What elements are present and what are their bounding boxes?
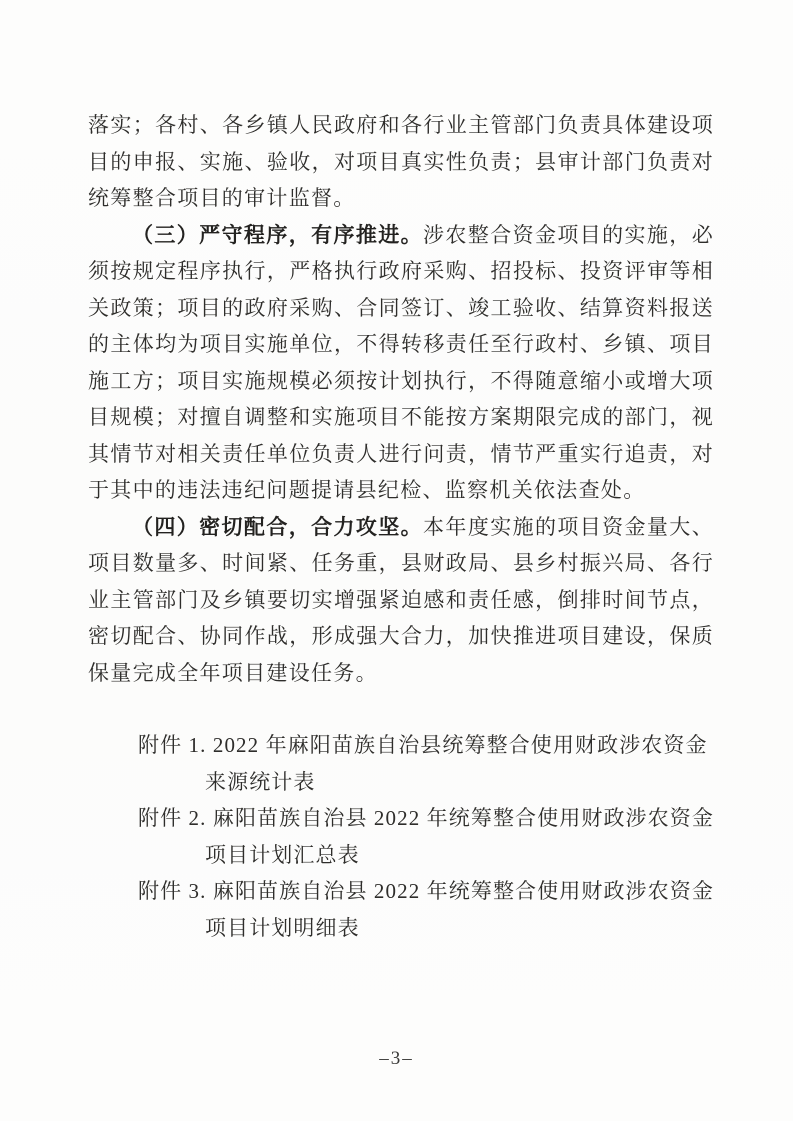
paragraph-continuation: 落实；各村、各乡镇人民政府和各行业主管部门负责具体建设项目的申报、实施、验收，对项目真实性负责；县审计部门负责对统筹整合项目的审计监督。 (88, 113, 714, 210)
section-4-heading: （四）密切配合，合力攻坚。 (132, 514, 424, 539)
section-4-body: 本年度实施的项目资金量大、项目数量多、时间紧、任务重，县财政局、县乡村振兴局、各行业主管部门及乡镇要切实增强紧迫感和责任感，倒排时间节点，密切配合、协同作战，形成强大合力，加快推进项目建设，保质保量完成全年项目建设任务。 (88, 514, 714, 685)
section-3-body: 涉农整合资金项目的实施，必须按规定程序执行，严格执行政府采购、招投标、投资评审等相关政策；项目的政府采购、合同签订、竣工验收、结算资料报送的主体均为项目实施单位，不得转移责任至行政村、乡镇、项目施工方；项目实施规模必须按计划执行，不得随意缩小或增大项目规模；对擅自调整和实施项目不能按方案期限完成的部门，视其情节对相关责任单位负责人进行问责，情节严重实行追责，对于其中的违法违纪问题提请县纪检、监察机关依法查处。 (88, 222, 714, 502)
document-body (88, 107, 714, 946)
paragraph-section-4 (88, 509, 714, 692)
attachment-item-3: 附件 3. 麻阳苗族自治县 2022 年统筹整合使用财政涉农资金项目计划明细表 (138, 879, 714, 940)
section-3-heading: （三）严守程序，有序推进。 (132, 222, 424, 247)
attachment-item-1: 附件 1. 2022 年麻阳苗族自治县统筹整合使用财政涉农资金来源统计表 (138, 733, 708, 794)
attachment-item-2: 附件 2. 麻阳苗族自治县 2022 年统筹整合使用财政涉农资金项目计划汇总表 (138, 806, 714, 867)
page-number: –3– (379, 1048, 414, 1069)
attachment-list (88, 727, 714, 946)
paragraph-section-3 (88, 217, 714, 509)
